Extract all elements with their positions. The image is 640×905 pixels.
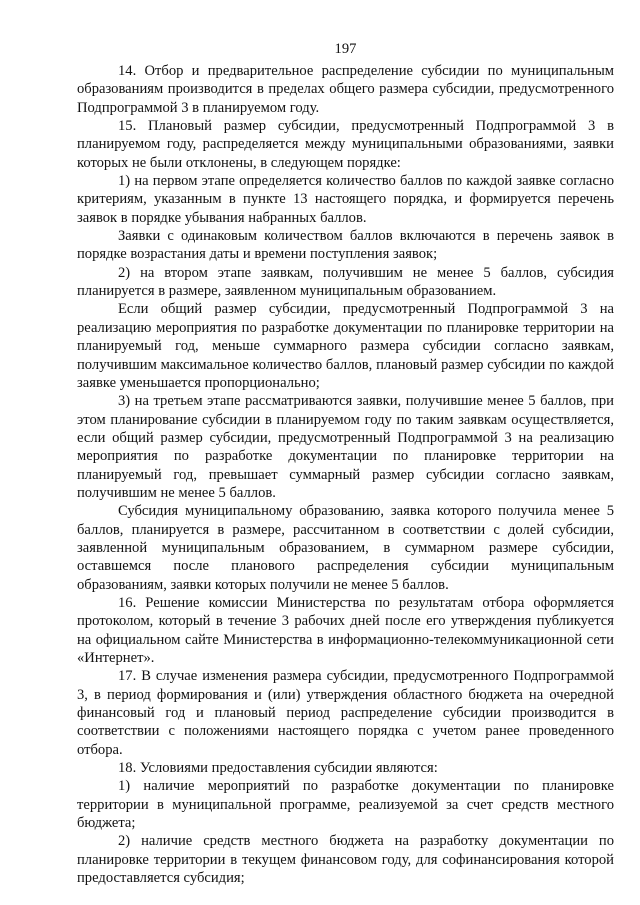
paragraph-equal-scores: Заявки с одинаковым количеством баллов включаются в перечень заявок в порядке возрастания даты и времени поступления заявок; (77, 228, 614, 263)
paragraph-14: 14. Отбор и предварительное распределение субсидии по муниципальным образованиям производится в пределах общего размера субсидии, предусмотренного Подпрограммой 3 в планируемом году. (77, 63, 614, 116)
paragraph-proportional-reduction: Если общий размер субсидии, предусмотренный Подпрограммой 3 на реализацию мероприятия по разработке документации по планировке территории на планируемый год, меньше суммарного размера субсидии согласно заявкам, получившим максимальное количество баллов, плановый размер субсидии по каждой заявке уменьшается пропорционально; (77, 301, 614, 391)
paragraph-15-stage-1: 1) на первом этапе определяется количество баллов по каждой заявке согласно критериям, указанным в пункте 13 настоящего порядка, и формируется перечень заявок в порядке убывания набранных баллов. (77, 173, 614, 226)
paragraph-15-stage-2: 2) на втором этапе заявкам, получившим не менее 5 баллов, субсидия планируется в размере, заявленном муниципальным образованием. (77, 264, 614, 300)
paragraph-17: 17. В случае изменения размера субсидии, предусмотренного Подпрограммой 3, в период формирования и (или) утверждения областного бюджета на очередной финансовый год и плановый период распределение субсидии производится в соответствии с положениями настоящего порядка с учетом ранее проведенного отбора. (77, 668, 614, 758)
paragraph-18-condition-1: 1) наличие мероприятий по разработке документации по планировке территории в муниципальной программе, реализуемой за счет средств местного бюджета; (77, 778, 614, 832)
paragraph-18-condition-2: 2) наличие средств местного бюджета на разработку документации по планировке территории в текущем финансовом году, для софинансирования которой предоставляется субсидия; (77, 833, 614, 887)
paragraph-18: 18. Условиями предоставления субсидии являются: (118, 760, 438, 777)
paragraph-low-score-subsidy: Субсидия муниципальному образованию, заявка которого получила менее 5 баллов, планируется в размере, рассчитанном в соответствии с долей субсидии, заявленной муниципальным образованием, в суммарном размере субсидии, оставшемся после планового распределения субсидии муниципальным образованиям, заявки которых получили не менее 5 баллов. (77, 503, 614, 593)
paragraph-16: 16. Решение комиссии Министерства по результатам отбора оформляется протоколом, который в течение 3 рабочих дней после его утверждения публикуется на официальном сайте Министерства в информационно-телекоммуникационной сети «Интернет». (77, 594, 614, 666)
paragraph-15: 15. Плановый размер субсидии, предусмотренный Подпрограммой 3 в планируемом году, распределяется между муниципальными образованиями, заявки которых не были отклонены, в следующем порядке: (77, 118, 614, 171)
page-number: 197 (334, 41, 357, 57)
paragraph-15-stage-3: 3) на третьем этапе рассматриваются заявки, получившие менее 5 баллов, при этом планирование субсидии в планируемом году по таким заявкам осуществляется, если общий размер субсидии, предусмотренный Подпрограммой 3 на реализацию мероприятия по разработке документации по планировке территории на планируемый год, превышает суммарный размер субсидии согласно заявкам, получившим не менее 5 баллов. (77, 393, 614, 501)
